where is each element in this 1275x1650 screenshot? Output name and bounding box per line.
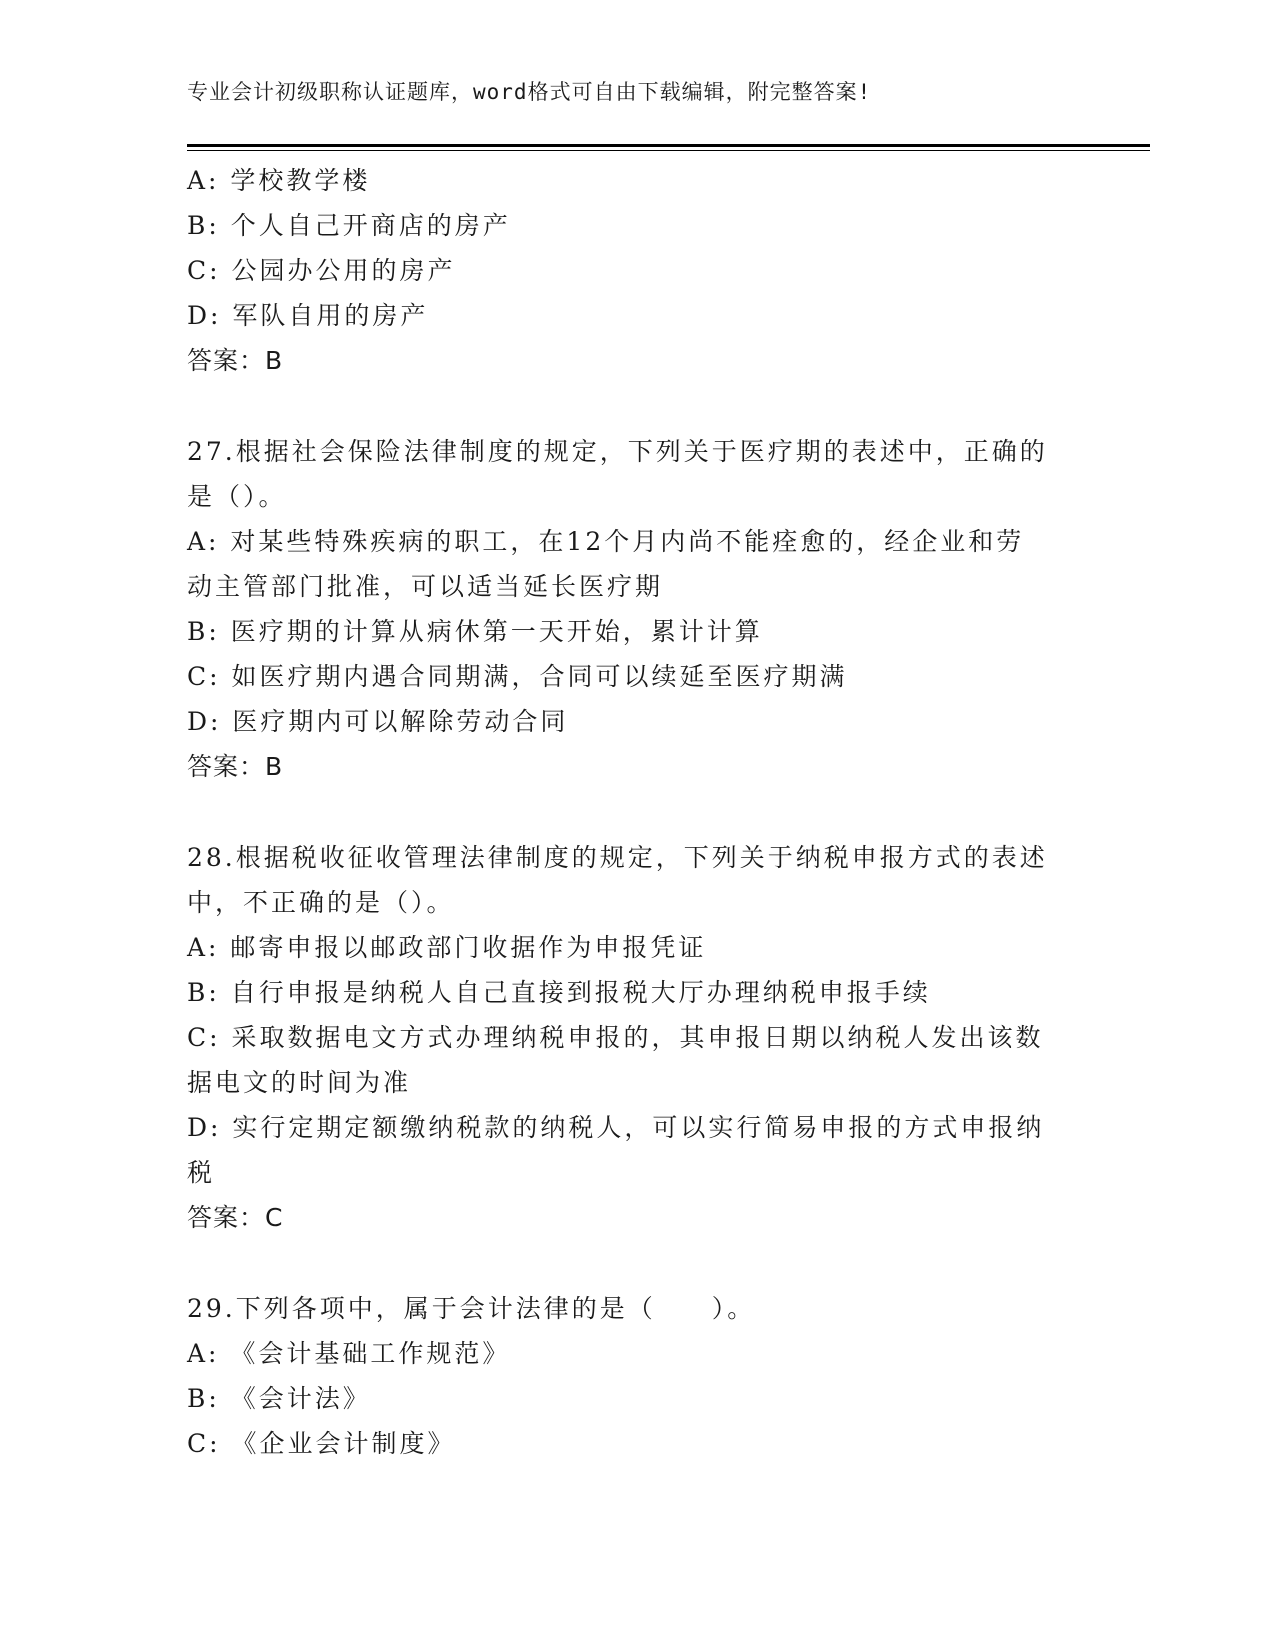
question-26: [187, 158, 1087, 383]
option-d: D: 军队自用的房产: [187, 301, 429, 330]
question-29: [187, 1286, 1087, 1466]
spacer: [187, 383, 1087, 429]
option-b: B: 《会计法》: [187, 1384, 371, 1413]
option-a: A: 邮寄申报以邮政部门收据作为申报凭证: [187, 933, 707, 962]
spacer: [187, 1240, 1087, 1286]
question-stem-continued: 中，不正确的是（）。: [187, 888, 455, 917]
option-a-continued: 动主管部门批准，可以适当延长医疗期: [187, 572, 664, 601]
option-b: B: 自行申报是纳税人自己直接到报税大厅办理纳税申报手续: [187, 978, 931, 1007]
answer: 答案：B: [187, 346, 284, 375]
question-stem-continued: 是（）。: [187, 482, 287, 511]
question-stem: 29.下列各项中，属于会计法律的是（ ）。: [187, 1294, 756, 1323]
option-d-continued: 税: [187, 1158, 216, 1187]
question-stem: 28.根据税收征收管理法律制度的规定，下列关于纳税申报方式的表述: [187, 843, 1048, 872]
option-a: A: 对某些特殊疾病的职工，在12个月内尚不能痊愈的，经企业和劳: [187, 527, 1025, 556]
option-c: C: 如医疗期内遇合同期满，合同可以续延至医疗期满: [187, 662, 848, 691]
document-header: 专业会计初级职称认证题库，word格式可自由下载编辑，附完整答案!: [187, 80, 872, 104]
header-divider-thick: [187, 144, 1150, 147]
answer: 答案：C: [187, 1203, 284, 1232]
option-b: B: 医疗期的计算从病休第一天开始，累计计算: [187, 617, 763, 646]
header-divider-thin: [187, 150, 1150, 151]
question-28: [187, 835, 1087, 1240]
option-d: D: 医疗期内可以解除劳动合同: [187, 707, 569, 736]
option-c: C: 《企业会计制度》: [187, 1429, 456, 1458]
option-c: C: 公园办公用的房产: [187, 256, 456, 285]
spacer: [187, 789, 1087, 835]
question-stem: 27.根据社会保险法律制度的规定，下列关于医疗期的表述中，正确的: [187, 437, 1048, 466]
option-d: D: 实行定期定额缴纳税款的纳税人，可以实行简易申报的方式申报纳: [187, 1113, 1045, 1142]
option-c: C: 采取数据电文方式办理纳税申报的，其申报日期以纳税人发出该数: [187, 1023, 1044, 1052]
option-a: A: 《会计基础工作规范》: [187, 1339, 511, 1368]
question-27: [187, 429, 1087, 789]
option-a: A: 学校教学楼: [187, 166, 371, 195]
option-b: B: 个人自己开商店的房产: [187, 211, 511, 240]
question-list: [187, 158, 1087, 1466]
option-c-continued: 据电文的时间为准: [187, 1068, 412, 1097]
answer: 答案：B: [187, 752, 284, 781]
